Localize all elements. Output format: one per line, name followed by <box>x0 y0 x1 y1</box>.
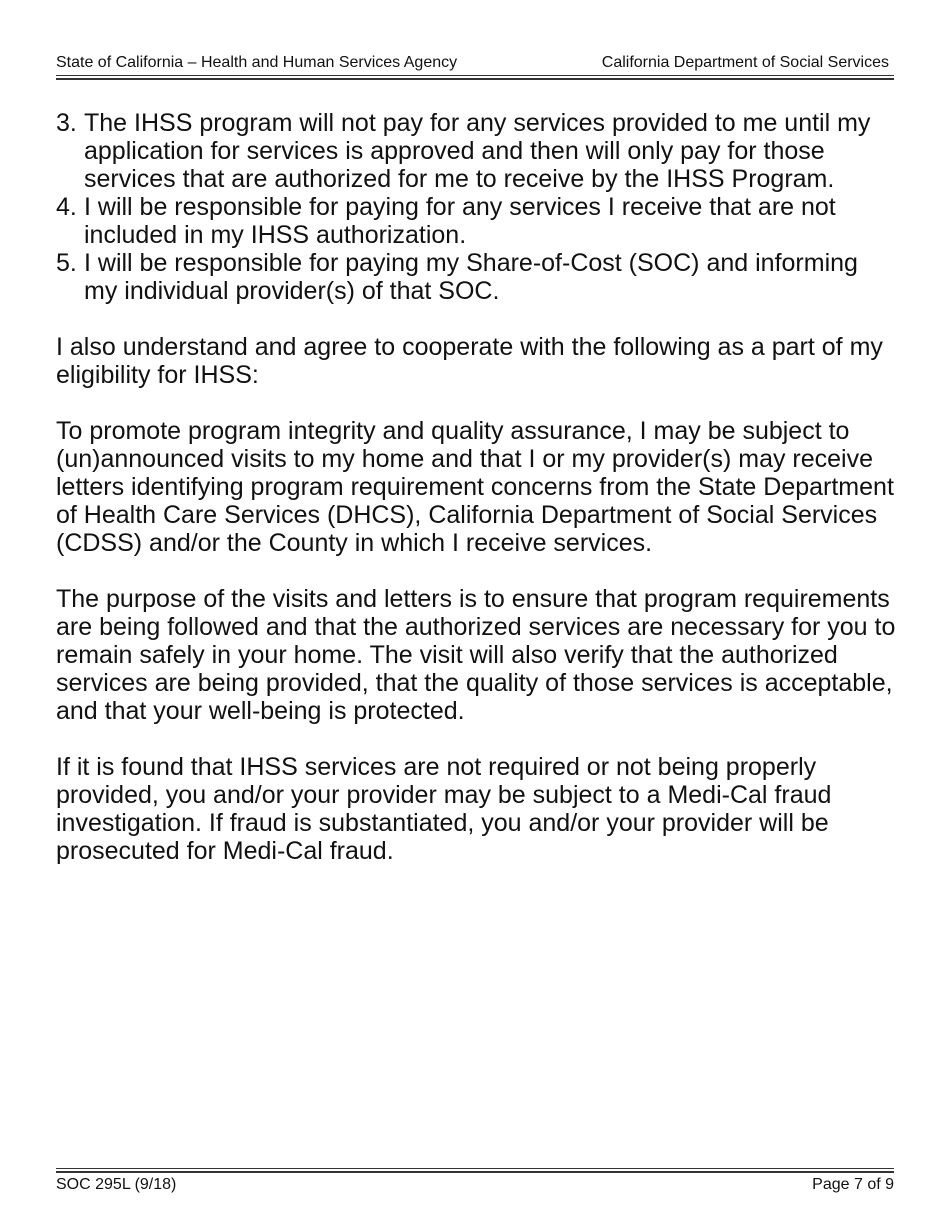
list-item <box>56 249 896 305</box>
paragraph-program-integrity: To promote program integrity and quality assurance, I may be subject to (un)announced visits to my home and that I or my provider(s) may receive letters identifying program requirement concerns from the State Department of Health Care Services (DHCS), California Department of Social Services (CDSS) and/or the County in which I receive services. <box>56 417 894 557</box>
list-item-text: The IHSS program will not pay for any services provided to me until my application for services is approved and then will only pay for those services that are authorized for me to receive by the IHSS Program. <box>84 109 871 193</box>
page-header <box>56 50 894 78</box>
header-rule <box>56 75 894 80</box>
list-item <box>56 109 896 193</box>
terms-list <box>56 109 896 305</box>
list-item-number: 5. <box>56 249 77 277</box>
form-id: SOC 295L (9/18) <box>56 1176 177 1193</box>
document-body <box>56 109 896 865</box>
header-department: California Department of Social Services <box>601 54 889 71</box>
paragraph-visit-purpose: The purpose of the visits and letters is to ensure that program requirements are being followed and that the authorized services are necessary for you to remain safely in your home. The visit will also verify that the authorized services are being provided, that the quality of those services is acceptable, and that your well-being is protected. <box>56 585 896 725</box>
paragraph-agreement-intro: I also understand and agree to cooperate with the following as a part of my eligibility for IHSS: <box>56 333 883 389</box>
page-number: Page 7 of 9 <box>812 1176 894 1193</box>
list-item-text: I will be responsible for paying for any services I receive that are not included in my IHSS authorization. <box>84 193 836 249</box>
list-item-text: I will be responsible for paying my Share-of-Cost (SOC) and informing my individual provider(s) of that SOC. <box>84 249 858 305</box>
header-agency: State of California – Health and Human Services Agency <box>56 54 458 71</box>
page-footer <box>56 1174 894 1198</box>
list-item-number: 3. <box>56 109 77 137</box>
footer-rule <box>56 1168 894 1173</box>
list-item <box>56 193 896 249</box>
list-item-number: 4. <box>56 193 77 221</box>
paragraph-fraud-warning: If it is found that IHSS services are not required or not being properly provided, you and/or your provider may be subject to a Medi-Cal fraud investigation. If fraud is substantiated, you and/or your provider will be prosecuted for Medi-Cal fraud. <box>56 753 832 865</box>
